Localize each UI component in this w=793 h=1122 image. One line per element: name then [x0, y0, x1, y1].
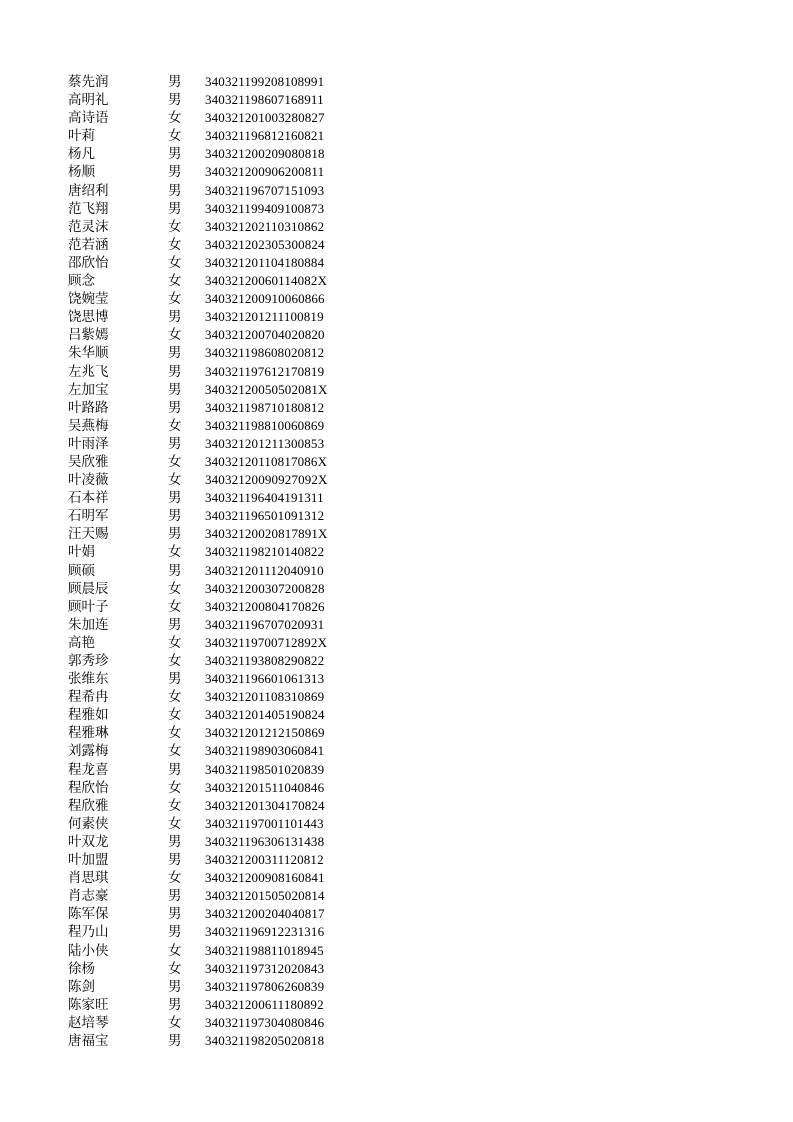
person-id-number: 340321201212150869 [205, 725, 325, 741]
person-name: 刘露梅 [68, 743, 109, 760]
person-id-number: 34032120060114082X [205, 273, 328, 289]
person-name: 肖志豪 [68, 888, 109, 905]
person-id-number: 340321198608020812 [205, 345, 325, 361]
list-item [68, 182, 368, 200]
person-gender: 男 [168, 345, 182, 362]
list-item [68, 905, 368, 923]
person-id-number: 340321201505020814 [205, 888, 325, 904]
list-item [68, 833, 368, 851]
person-id-number: 340321202110310862 [205, 218, 325, 234]
person-name: 叶双龙 [68, 833, 109, 850]
person-gender: 男 [168, 761, 182, 778]
list-item [68, 308, 368, 326]
person-name: 顾叶子 [68, 598, 109, 615]
person-name: 陈剑 [68, 978, 95, 995]
person-id-number: 340321196912231316 [205, 924, 325, 940]
person-name: 陈家旺 [68, 996, 109, 1013]
person-name: 范灵沫 [68, 218, 109, 235]
person-name: 叶莉 [68, 128, 95, 145]
list-item [68, 706, 368, 724]
person-name: 叶凌薇 [68, 472, 109, 489]
person-gender: 男 [168, 833, 182, 850]
person-gender: 女 [168, 291, 182, 308]
list-item [68, 851, 368, 869]
list-item [68, 1014, 368, 1032]
list-item [68, 344, 368, 362]
list-item [68, 923, 368, 941]
person-name: 吴欣雅 [68, 453, 109, 470]
person-id-number: 340321198205020818 [205, 1032, 325, 1048]
person-id-number: 34032120020817891X [205, 526, 328, 542]
list-item [68, 326, 368, 344]
list-item [68, 598, 368, 616]
person-name: 左加宝 [68, 381, 109, 398]
person-gender: 男 [168, 996, 182, 1013]
person-name: 吴燕梅 [68, 417, 109, 434]
person-id-number: 340321196501091312 [205, 508, 325, 524]
list-item [68, 761, 368, 779]
person-name: 石明军 [68, 508, 109, 525]
list-item [68, 887, 368, 905]
person-gender: 男 [168, 562, 182, 579]
person-name: 范飞翔 [68, 200, 109, 217]
person-gender: 女 [168, 598, 182, 615]
person-id-number: 340321198501020839 [205, 761, 325, 777]
list-item [68, 507, 368, 525]
list-item [68, 471, 368, 489]
person-gender: 男 [168, 309, 182, 326]
person-id-number: 340321196404191311 [205, 490, 324, 506]
person-gender: 男 [168, 182, 182, 199]
person-gender: 女 [168, 689, 182, 706]
person-name: 汪天赐 [68, 526, 109, 543]
person-gender: 男 [168, 888, 182, 905]
person-name: 何素侠 [68, 815, 109, 832]
person-id-number: 340321196707151093 [205, 182, 325, 198]
person-id-number: 340321198607168911 [205, 92, 324, 108]
person-id-number: 340321201003280827 [205, 110, 325, 126]
list-item [68, 163, 368, 181]
person-gender: 女 [168, 544, 182, 561]
list-item [68, 869, 368, 887]
list-item [68, 616, 368, 634]
person-gender: 男 [168, 526, 182, 543]
person-gender: 女 [168, 779, 182, 796]
list-item [68, 91, 368, 109]
person-id-number: 340321201211300853 [205, 435, 325, 451]
list-item [68, 254, 368, 272]
person-name: 程欣雅 [68, 797, 109, 814]
person-id-number: 340321200804170826 [205, 598, 325, 614]
person-name: 蔡先润 [68, 74, 109, 90]
person-id-number: 340321200204040817 [205, 906, 325, 922]
person-name: 饶思博 [68, 309, 109, 326]
list-item [68, 218, 368, 236]
person-list [68, 73, 368, 1050]
list-item [68, 688, 368, 706]
person-gender: 男 [168, 200, 182, 217]
person-gender: 女 [168, 725, 182, 742]
person-gender: 女 [168, 580, 182, 597]
list-item [68, 145, 368, 163]
person-name: 叶娟 [68, 544, 95, 561]
person-id-number: 340321199409100873 [205, 200, 325, 216]
person-id-number: 340321197001101443 [205, 815, 324, 831]
list-item [68, 127, 368, 145]
list-item [68, 942, 368, 960]
person-id-number: 340321196601061313 [205, 671, 325, 687]
person-gender: 男 [168, 146, 182, 163]
list-item [68, 652, 368, 670]
person-gender: 女 [168, 870, 182, 887]
person-gender: 女 [168, 797, 182, 814]
person-name: 杨凡 [68, 146, 95, 163]
person-name: 石本祥 [68, 490, 109, 507]
person-id-number: 340321197806260839 [205, 978, 325, 994]
person-name: 顾念 [68, 273, 95, 290]
person-gender: 女 [168, 218, 182, 235]
person-id-number: 34032120110817086X [205, 453, 328, 469]
list-item [68, 453, 368, 471]
person-id-number: 34032119700712892X [205, 634, 328, 650]
list-item [68, 290, 368, 308]
list-item [68, 580, 368, 598]
person-id-number: 340321200910060866 [205, 291, 325, 307]
person-name: 程雅如 [68, 707, 109, 724]
person-gender: 男 [168, 381, 182, 398]
person-gender: 男 [168, 490, 182, 507]
person-gender: 女 [168, 707, 182, 724]
person-gender: 女 [168, 960, 182, 977]
person-id-number: 340321200209080818 [205, 146, 325, 162]
person-gender: 男 [168, 906, 182, 923]
list-item [68, 742, 368, 760]
person-id-number: 340321201211100819 [205, 309, 324, 325]
person-id-number: 34032120050502081X [205, 381, 328, 397]
list-item [68, 779, 368, 797]
person-gender: 女 [168, 743, 182, 760]
person-name: 高诗语 [68, 110, 109, 127]
person-id-number: 340321198903060841 [205, 743, 325, 759]
list-item [68, 435, 368, 453]
person-gender: 男 [168, 924, 182, 941]
person-name: 陆小侠 [68, 942, 109, 959]
person-id-number: 340321201405190824 [205, 707, 325, 723]
list-item [68, 815, 368, 833]
person-id-number: 340321193808290822 [205, 653, 325, 668]
person-id-number: 340321196812160821 [205, 128, 325, 144]
list-item [68, 200, 368, 218]
person-name: 郭秀珍 [68, 653, 109, 669]
person-name: 赵培琴 [68, 1014, 109, 1031]
person-id-number: 340321201108310869 [205, 689, 325, 705]
person-name: 叶雨泽 [68, 435, 109, 452]
person-name: 叶路路 [68, 399, 109, 416]
list-item [68, 399, 368, 417]
person-gender: 男 [168, 399, 182, 416]
person-gender: 女 [168, 128, 182, 145]
list-item [68, 236, 368, 254]
list-item [68, 417, 368, 435]
person-gender: 女 [168, 236, 182, 253]
list-item [68, 489, 368, 507]
person-id-number: 340321197612170819 [205, 363, 325, 379]
list-item [68, 562, 368, 580]
person-gender: 女 [168, 634, 182, 651]
list-item [68, 670, 368, 688]
person-gender: 男 [168, 508, 182, 525]
person-gender: 女 [168, 417, 182, 434]
list-item [68, 109, 368, 127]
person-gender: 男 [168, 1032, 182, 1049]
person-name: 左兆飞 [68, 363, 109, 380]
person-id-number: 340321200307200828 [205, 580, 325, 596]
person-name: 程雅琳 [68, 725, 109, 742]
person-id-number: 340321201112040910 [205, 562, 324, 578]
person-gender: 男 [168, 363, 182, 380]
person-name: 唐福宝 [68, 1032, 109, 1049]
person-gender: 男 [168, 435, 182, 452]
person-id-number: 340321196707020931 [205, 616, 325, 632]
person-name: 高明礼 [68, 92, 109, 109]
person-name: 程龙喜 [68, 761, 109, 778]
person-name: 肖思琪 [68, 870, 109, 887]
person-id-number: 340321201304170824 [205, 797, 325, 813]
person-id-number: 340321198210140822 [205, 544, 325, 560]
person-gender: 男 [168, 616, 182, 633]
list-item [68, 1032, 368, 1050]
list-item [68, 634, 368, 652]
person-gender: 女 [168, 453, 182, 470]
person-gender: 男 [168, 671, 182, 688]
person-id-number: 340321199208108991 [205, 74, 325, 89]
person-id-number: 340321201511040846 [205, 779, 325, 795]
person-name: 朱华顺 [68, 345, 109, 362]
person-id-number: 340321197304080846 [205, 1014, 325, 1030]
list-item [68, 73, 368, 91]
list-item [68, 381, 368, 399]
person-gender: 男 [168, 74, 182, 90]
list-item [68, 960, 368, 978]
person-name: 朱加连 [68, 616, 109, 633]
person-id-number: 340321200611180892 [205, 996, 324, 1012]
person-gender: 女 [168, 472, 182, 489]
person-name: 饶婉莹 [68, 291, 109, 308]
list-item [68, 525, 368, 543]
person-gender: 男 [168, 92, 182, 109]
person-name: 陈军保 [68, 906, 109, 923]
person-gender: 女 [168, 327, 182, 344]
person-name: 程希冉 [68, 689, 109, 706]
person-id-number: 340321202305300824 [205, 236, 325, 252]
person-id-number: 340321197312020843 [205, 960, 325, 976]
list-item [68, 724, 368, 742]
person-id-number: 340321200704020820 [205, 327, 325, 343]
person-gender: 男 [168, 164, 182, 181]
person-id-number: 340321200311120812 [205, 852, 324, 868]
person-id-number: 340321198710180812 [205, 399, 325, 415]
person-id-number: 34032120090927092X [205, 472, 328, 488]
list-item [68, 543, 368, 561]
person-gender: 女 [168, 1014, 182, 1031]
person-gender: 女 [168, 110, 182, 127]
person-name: 高艳 [68, 634, 95, 651]
person-id-number: 340321198810060869 [205, 417, 325, 433]
person-gender: 女 [168, 273, 182, 290]
person-name: 徐杨 [68, 960, 95, 977]
person-name: 邵欣怡 [68, 254, 109, 271]
person-name: 张维东 [68, 671, 109, 688]
person-id-number: 340321196306131438 [205, 833, 325, 849]
list-item [68, 272, 368, 290]
person-gender: 男 [168, 978, 182, 995]
person-name: 顾硕 [68, 562, 95, 579]
list-item [68, 363, 368, 381]
person-gender: 男 [168, 852, 182, 869]
person-gender: 女 [168, 815, 182, 832]
person-name: 叶加盟 [68, 852, 109, 869]
person-name: 范若涵 [68, 236, 109, 253]
person-name: 程欣怡 [68, 779, 109, 796]
person-gender: 女 [168, 942, 182, 959]
list-item [68, 978, 368, 996]
list-item [68, 797, 368, 815]
person-name: 吕紫嫣 [68, 327, 109, 344]
person-name: 杨顺 [68, 164, 95, 181]
person-id-number: 340321200908160841 [205, 870, 325, 886]
person-name: 程乃山 [68, 924, 109, 941]
person-id-number: 340321198811018945 [205, 942, 324, 958]
person-gender: 女 [168, 653, 182, 669]
person-name: 顾晨辰 [68, 580, 109, 597]
person-id-number: 340321201104180884 [205, 254, 325, 270]
list-item [68, 996, 368, 1014]
person-name: 唐绍利 [68, 182, 109, 199]
person-gender: 女 [168, 254, 182, 271]
person-id-number: 340321200906200811 [205, 164, 325, 180]
